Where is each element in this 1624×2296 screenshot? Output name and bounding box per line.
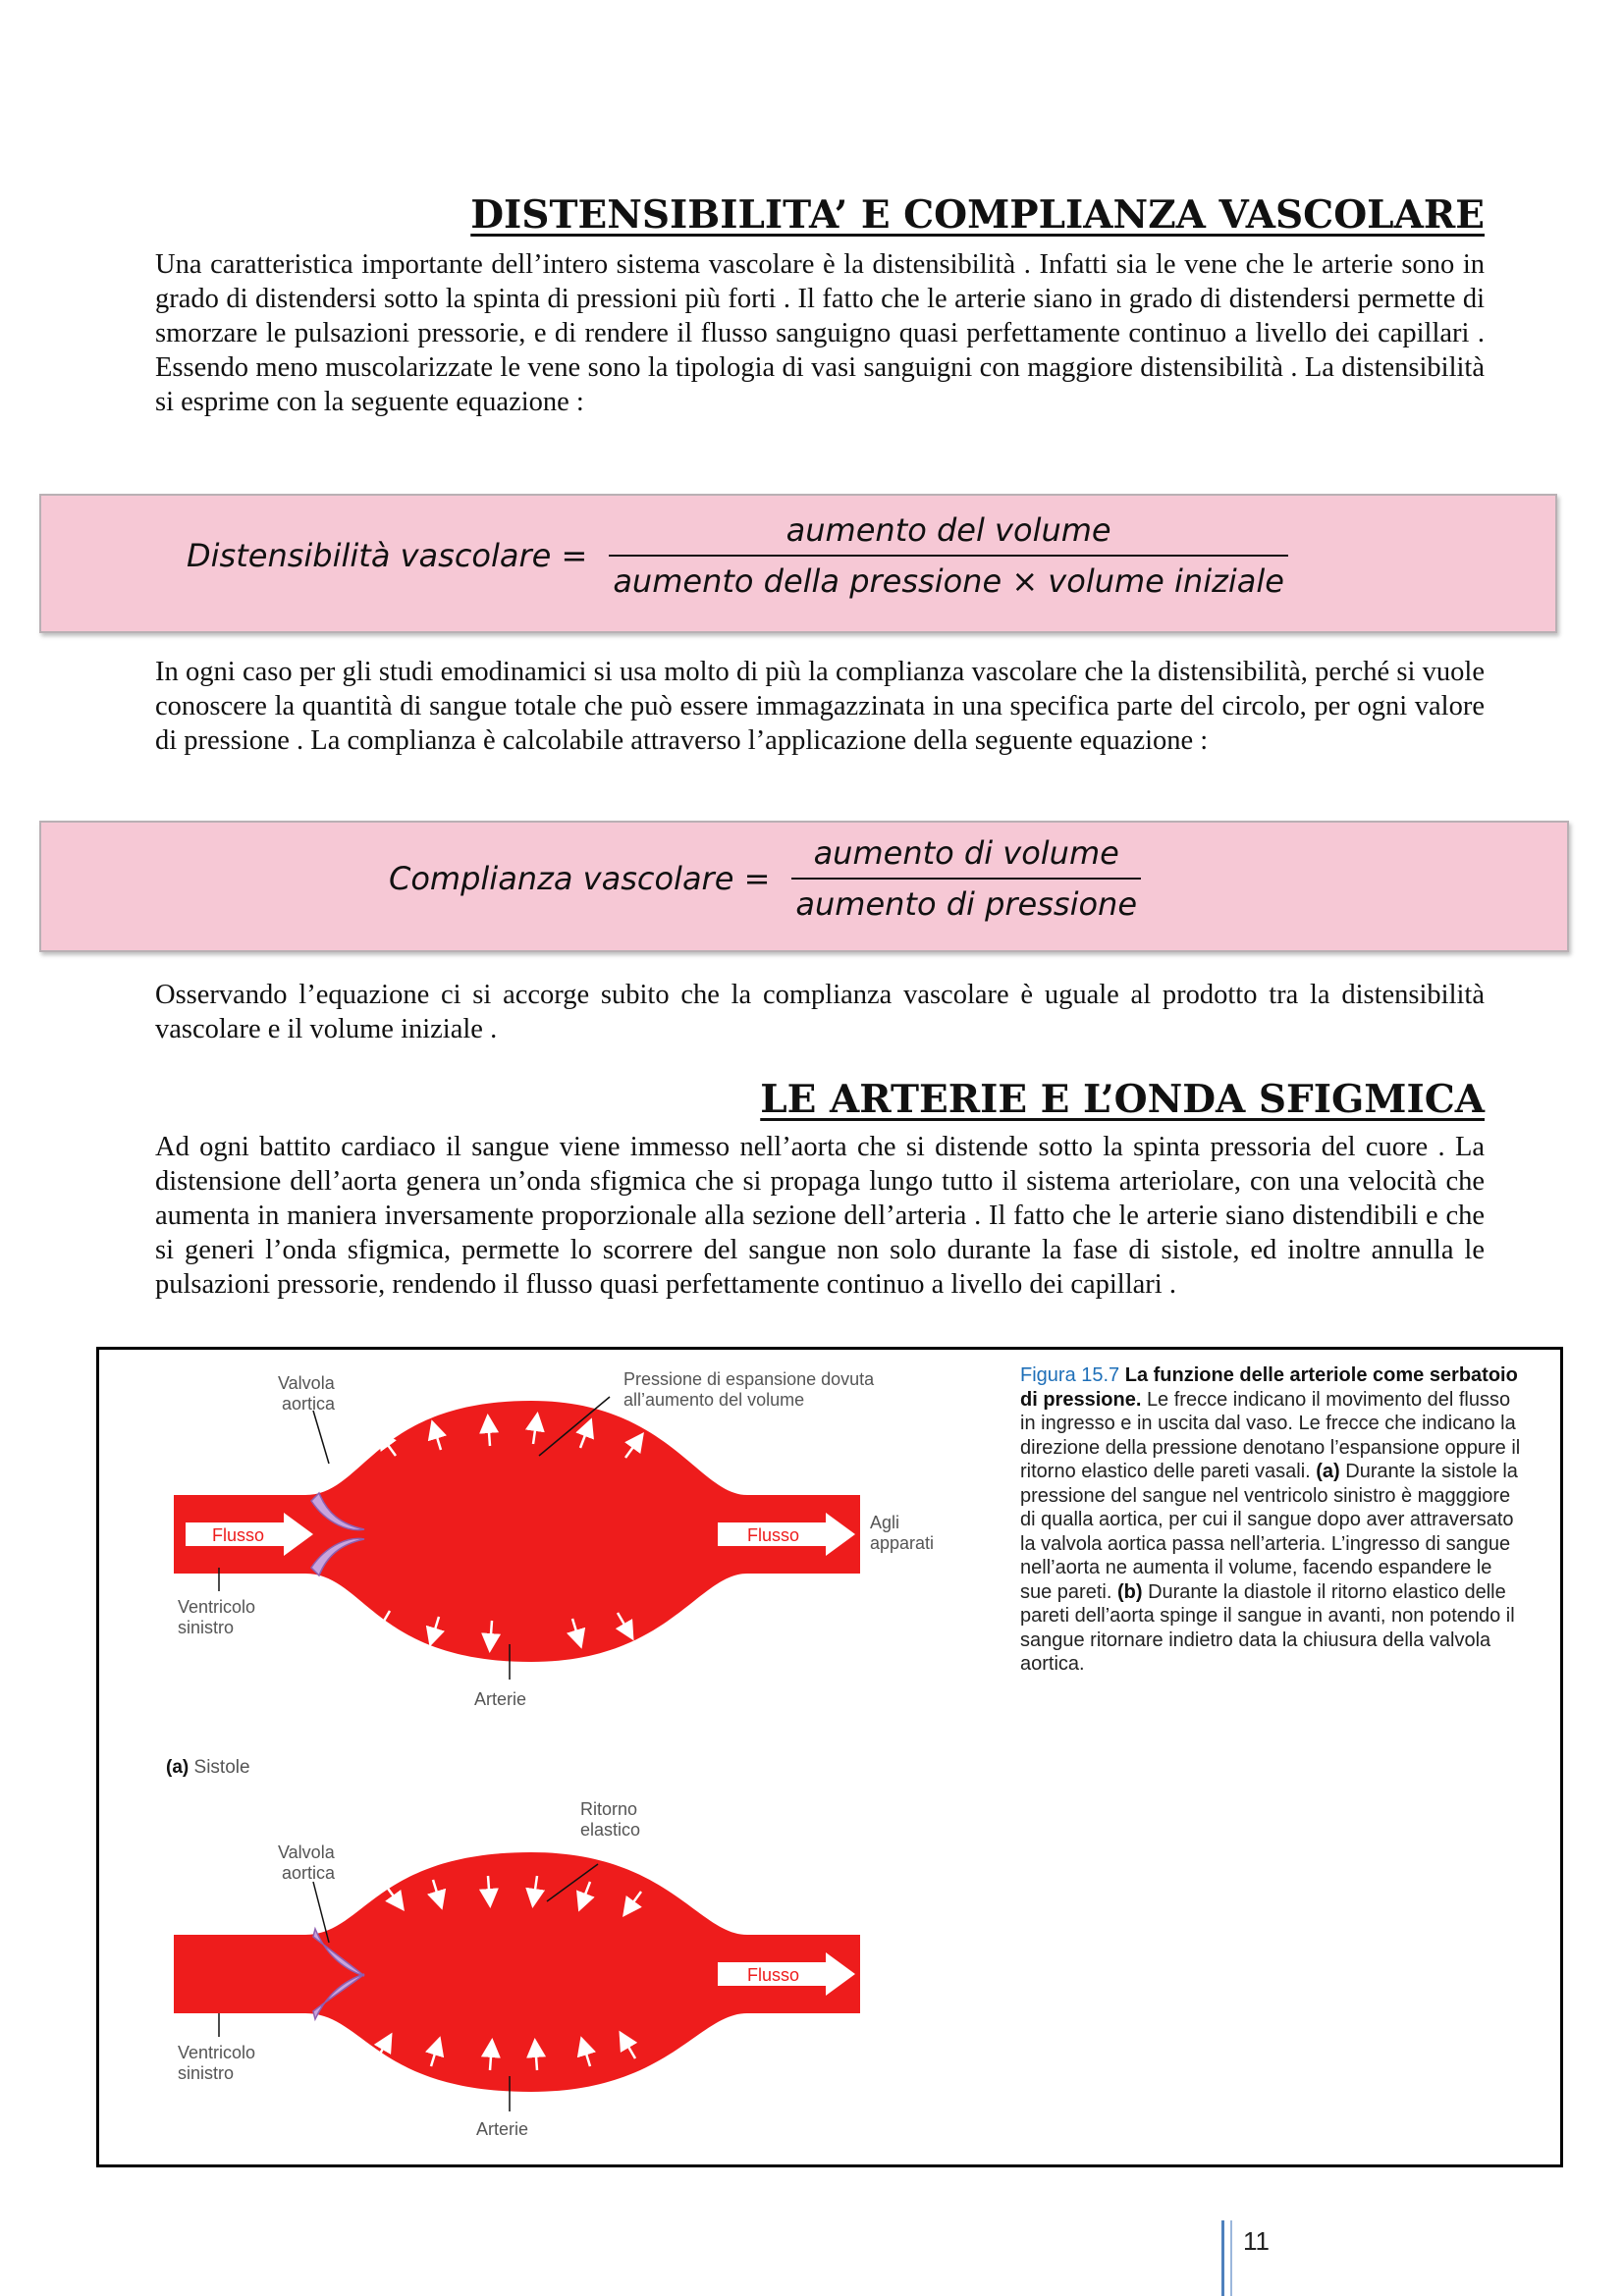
- valve-label: Valvola aortica: [278, 1842, 336, 1883]
- page-number-bar: [1221, 2220, 1232, 2296]
- recoil-label: Ritorno elastico: [580, 1799, 641, 1840]
- panel-systole: [166, 1369, 934, 1778]
- paragraph-complianza-conclusione: Osservando l’equazione ci si accorge subito che la complianza vascolare è uguale al prodotto tra la distensibilità vascolare e il volume iniziale .: [155, 980, 1485, 1044]
- figure-caption-text-b: Durante la sistole la pressione del sangue nel ventricolo sinistro è magggiore di qualla aortica, per cui il sangue dopo aver attraversato la valvola aortica passa nell’arteria. L’ingresso di sangue nell’aorta ne aumenta il volume, facendo espandere le sue pareti.: [1020, 1461, 1518, 1603]
- organs-label: Agli apparati: [870, 1513, 935, 1553]
- equation-denominator: aumento della pressione × volume iniziale: [609, 555, 1288, 600]
- paragraph-complianza-intro: In ogni caso per gli studi emodinamici si usa molto di più la complianza vascolare che la distensibilità, perché si vuole conoscere la quantità di sangue totale che può essere immagazzinata in una specifica parte del circolo, per ogni valore di pressione . La complianza è calcolabile attraverso l’applicazione della seguente equazione :: [155, 657, 1485, 756]
- page-number: 11: [1243, 2226, 1270, 2256]
- equation-fraction: [791, 834, 1141, 923]
- equation-box-complianza: [39, 821, 1569, 952]
- figure-caption: [1020, 1363, 1521, 1677]
- arteries-label: Arterie: [476, 2119, 529, 2139]
- ventricle-label: Ventricolo sinistro: [178, 1597, 256, 1637]
- panel-label-systole: (a) Sistole: [166, 1757, 250, 1778]
- flow-out-label: Flusso: [747, 1525, 800, 1545]
- panel-diastole: [174, 1799, 860, 2139]
- equation-fraction: [609, 511, 1288, 600]
- arteries-label: Arterie: [474, 1689, 527, 1709]
- section-title-distensibilita: DISTENSIBILITA’ E COMPLIANZA VASCOLARE: [470, 192, 1485, 238]
- figure-caption-title: La funzione delle arteriole come serbatoio di pressione.: [1020, 1364, 1518, 1411]
- flow-in-label: Flusso: [212, 1525, 265, 1545]
- paragraph-distensibilita-intro: Una caratteristica importante dell’intero sistema vascolare è la distensibilità . Infatti sia le vene che le arterie sono in grado di distendersi sotto la spinta di pressioni più forti . Il fatto che le arterie siano in grado di distendersi permette di smorzare le pulsazioni pressorie, e di rendere il flusso sanguigno quasi perfettamente continuo a livello dei capillari . Essendo meno muscolarizzate le vene sono la tipologia di vasi sanguigni con maggiore distensibilità . La distensibilità si esprime con la seguente equazione :: [155, 249, 1485, 417]
- figure-caption-label-a: (a): [1316, 1461, 1340, 1482]
- equation-numerator: aumento del volume: [785, 511, 1111, 549]
- pressure-label: Pressione di espansione dovuta all’aumento del volume: [623, 1369, 875, 1410]
- paragraph-onda-sfigmica: Ad ogni battito cardiaco il sangue viene immesso nell’aorta che si distende sotto la spinta pressoria del cuore . La distensione dell’aorta genera un’onda sfigmica che si propaga lungo tutto il sistema arteriolare, con una velocità che aumenta in maniera inversamente proporzionale alla sezione dell’arteria . Il fatto che le arterie siano distendibili e che si generi l’onda sfigmica, permette lo scorrere del sangue non solo durante la fase di sistole, ed inoltre annulla le pulsazioni pressorie, rendendo il flusso quasi perfettamente continuo a livello dei capillari .: [155, 1132, 1485, 1300]
- figure-number: Figura 15.7: [1020, 1364, 1120, 1386]
- equation-complianza: [389, 834, 1141, 923]
- equation-distensibilita: [187, 511, 1288, 600]
- section-title-onda-sfigmica: LE ARTERIE E L’ONDA SFIGMICA: [760, 1077, 1485, 1122]
- equation-denominator: aumento di pressione: [791, 878, 1141, 923]
- flow-out-label: Flusso: [747, 1965, 800, 1985]
- equation-lhs: Distensibilità vascolare =: [187, 537, 588, 574]
- figure-caption-text-c: Durante la diastole il ritorno elastico delle pareti dell’aorta spinge il sangue in avanti, non potendo il sangue ritornare indietro data la chiusura della valvola aortica.: [1020, 1580, 1515, 1675]
- figure-arteriole-pressure-reservoir: [96, 1347, 1563, 2167]
- equation-numerator: aumento di volume: [813, 834, 1119, 872]
- figure-caption-text-a: Le frecce indicano il movimento del flusso in ingresso e in uscita dal vaso. Le frecce che indicano la direzione della pressione denotano l’espansione oppure il ritorno elastico delle pareti vasali.: [1020, 1388, 1521, 1482]
- equation-lhs: Complianza vascolare =: [389, 860, 771, 897]
- figure-caption-label-b: (b): [1116, 1580, 1143, 1603]
- valve-label: Valvola aortica: [278, 1373, 336, 1414]
- equation-box-distensibilita: [39, 494, 1557, 633]
- ventricle-label: Ventricolo sinistro: [178, 2043, 256, 2083]
